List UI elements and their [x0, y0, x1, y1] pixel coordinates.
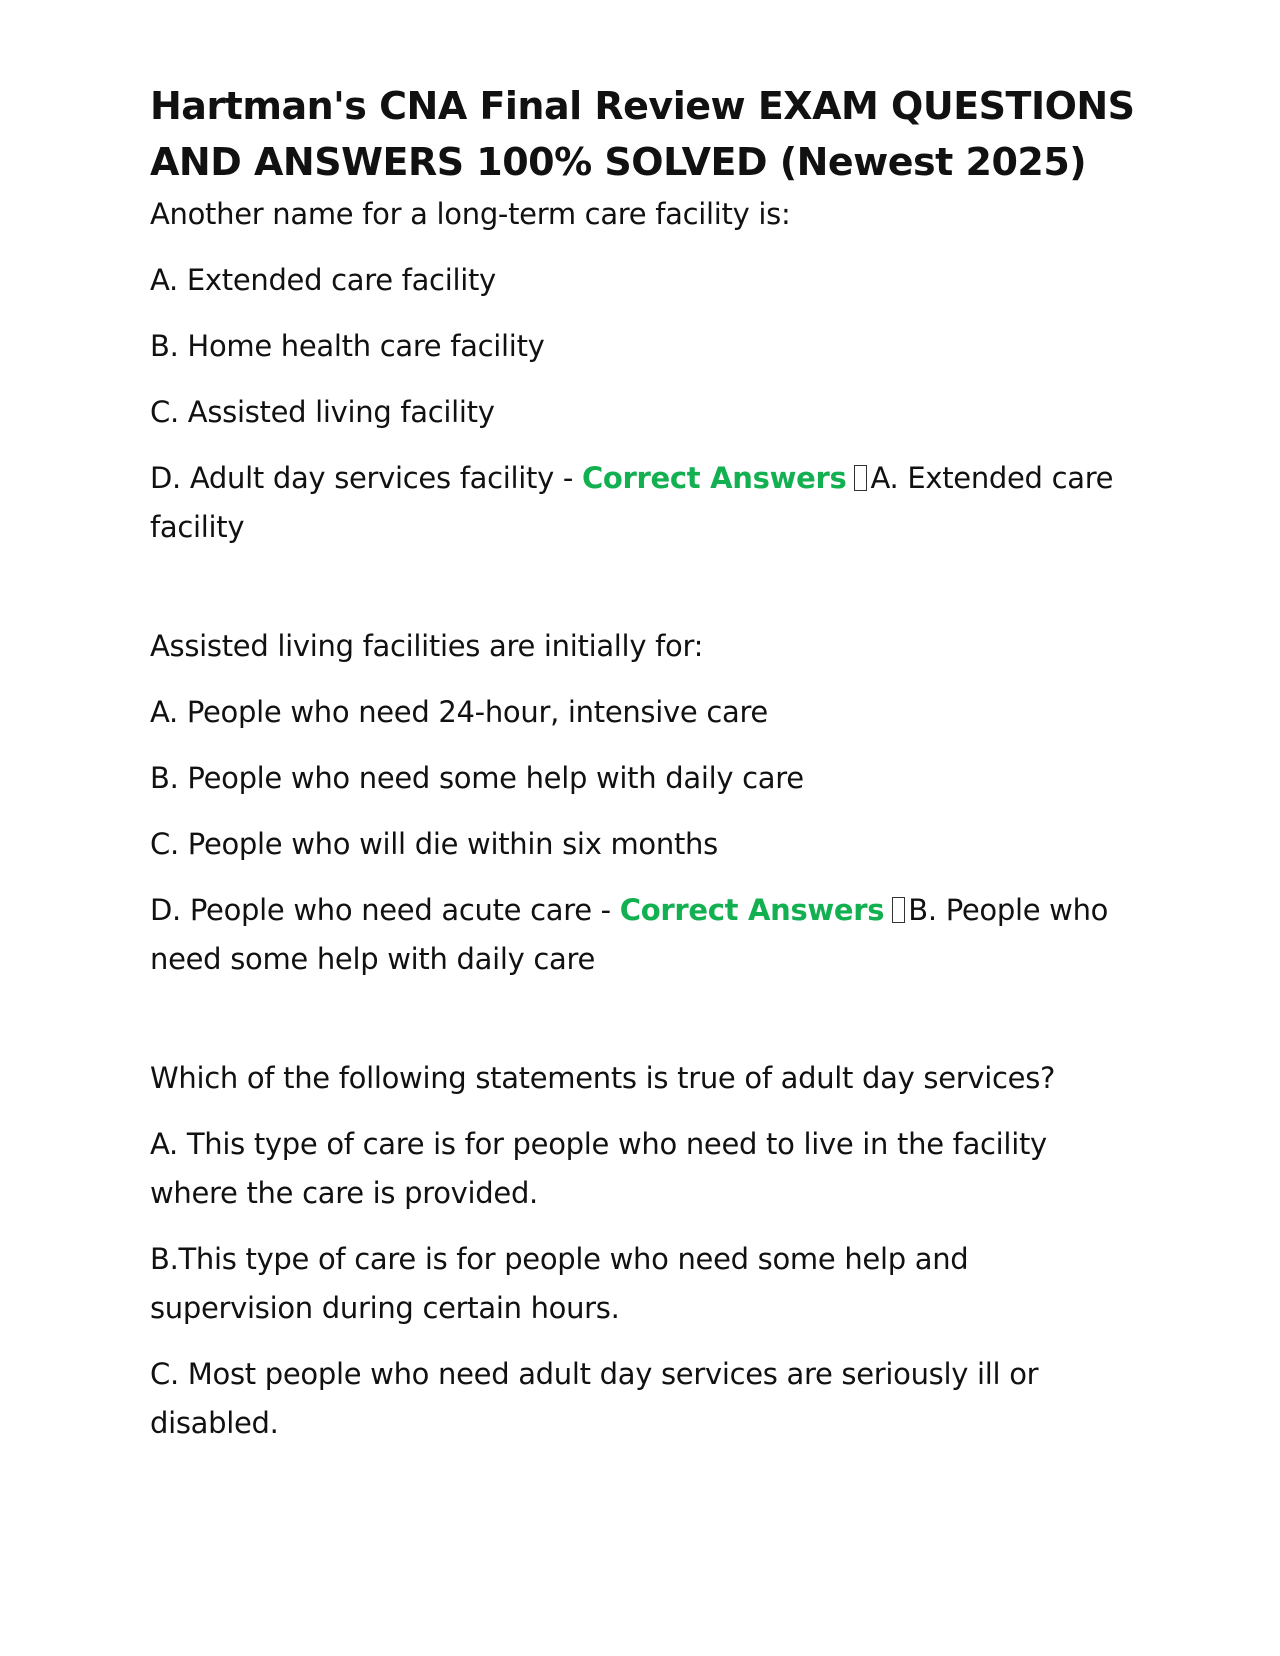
question-prompt: Assisted living facilities are initially for:	[150, 629, 704, 663]
option-b: B. Home health care facility	[150, 329, 545, 363]
option-b: B.This type of care is for people who need some help and supervision during certain hours.	[150, 1242, 969, 1325]
option-b: B. People who need some help with daily care	[150, 761, 804, 795]
question-prompt: Another name for a long-term care facility is:	[150, 197, 791, 231]
correct-answer-text: A. Extended care facility	[150, 461, 1114, 544]
option-d: D. Adult day services facility -	[150, 461, 582, 495]
missing-glyph-icon	[892, 897, 905, 923]
option-a: A. Extended care facility	[150, 263, 496, 297]
document-title: Hartman's CNA Final Review EXAM QUESTIONS AND ANSWERS 100% SOLVED (Newest 2025)	[150, 84, 1135, 184]
option-d-with-answer	[150, 454, 1140, 552]
option-c: C. Most people who need adult day services are seriously ill or disabled.	[150, 1357, 1039, 1440]
option-a: A. People who need 24-hour, intensive care	[150, 695, 768, 729]
question-block	[150, 190, 1140, 552]
option-d-with-answer	[150, 886, 1140, 984]
correct-answers-label: Correct Answers	[619, 893, 885, 927]
question-block	[150, 1054, 1140, 1448]
question-block	[150, 622, 1140, 984]
missing-glyph-icon	[854, 465, 867, 491]
option-c: C. Assisted living facility	[150, 395, 495, 429]
option-c: C. People who will die within six months	[150, 827, 718, 861]
option-a: A. This type of care is for people who need to live in the facility where the care is provided.	[150, 1127, 1047, 1210]
correct-answers-label: Correct Answers	[581, 461, 847, 495]
option-d: D. People who need acute care -	[150, 893, 620, 927]
document-page	[150, 78, 1140, 1465]
question-prompt: Which of the following statements is true of adult day services?	[150, 1061, 1056, 1095]
correct-answer-text: B. People who need some help with daily care	[150, 893, 1109, 976]
